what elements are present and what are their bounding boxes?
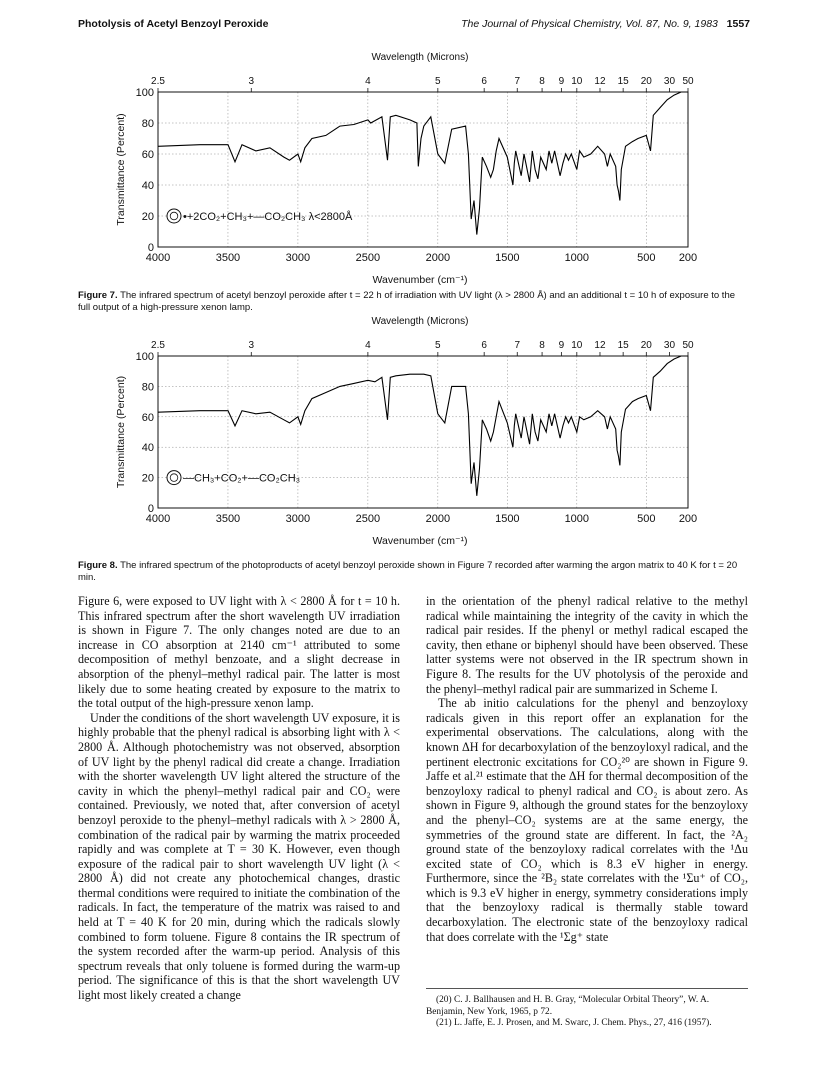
micron-tick-label: 4 <box>365 76 371 87</box>
x-tick-label: 1500 <box>495 252 520 264</box>
micron-tick-label: 20 <box>640 76 652 87</box>
caption-text: The infrared spectrum of acetyl benzoyl peroxide after t = 22 h of irradiation with UV light (λ > 2800 Å) and an additional t = 10 h of exposure to the full output of a high-pressure xenon lamp. <box>78 290 736 313</box>
x-tick-label: 3000 <box>285 252 311 264</box>
figure-8-chart <box>0 316 820 564</box>
reference-21: (21) L. Jaffe, E. J. Prosen, and M. Swarc, J. Chem. Phys., 27, 416 (1957). <box>436 1018 712 1028</box>
paragraph: in the orientation of the phenyl radical relative to the methyl radical while maintaining the integrity of the cavity in which the radical pair resides. If the phenyl or methyl radical escaped the cavity, then ethane or biphenyl should have been observed. These latter systems were not observed in the IR spectrum shown in Figure 8. The results for the UV photolysis of the peroxide and the phenyl–methyl radical pair are summarized in Scheme I. <box>426 594 748 696</box>
micron-tick-label: 4 <box>365 340 371 351</box>
y-tick-label: 100 <box>135 87 154 99</box>
micron-tick-label: 9 <box>558 76 565 87</box>
micron-tick-label: 15 <box>617 76 629 87</box>
micron-tick-label: 30 <box>663 76 676 87</box>
caption-label: Figure 7. <box>78 290 118 301</box>
x-tick-label: 1000 <box>564 513 590 525</box>
y-tick-label: 20 <box>141 211 154 223</box>
x-tick-label: 2000 <box>425 252 451 264</box>
micron-tick-label: 50 <box>682 340 694 351</box>
x-tick-label: 2000 <box>425 513 451 525</box>
micron-tick-label: 10 <box>571 76 583 87</box>
micron-tick-label: 50 <box>682 76 694 87</box>
micron-tick-label: 3 <box>248 340 255 351</box>
y-tick-label: 20 <box>141 472 154 485</box>
x-tick-label: 3000 <box>285 513 311 525</box>
micron-tick-label: 2.5 <box>151 340 165 351</box>
y-tick-label: 40 <box>141 180 154 192</box>
running-head-journal <box>461 18 750 30</box>
paragraph: The ab initio calculations for the phenyl and benzoyloxy radicals given in this report offer an explanation for the experimental observations. The calculations, along with the known ΔH for decarboxylation of the benzoyloxyl radical, and the pertinent electronic excitations for CO₂²⁰ are shown in Figure 9. Jaffe et al.²¹ estimate that the ΔH for thermal decomposition of the benzoyloxy radical to phenyl radical and CO₂ is about zero. As shown in Figure 9, although the ground states for the benzoyloxy and the phenyl–CO₂ systems are at the same energy, the symmetries of the ground state are different. In fact, the ²A₂ ground state of the benzoyloxy radical correlates with the ¹Δu excited state of CO₂ which is 8.3 eV higher in energy. Furthermore, since the ²B₂ state correlates with the ¹Σu⁺ of CO₂, which is 9.3 eV higher in energy, symmetry considerations imply that the benzoyloxy radical is thermally stable toward decarboxylation. The electronic state of the benzoyloxy radical that does correlate with the ¹Σg⁺ state <box>426 696 748 944</box>
figure-7-chart <box>0 40 820 290</box>
micron-tick-label: 12 <box>594 340 606 351</box>
x-axis-label: Wavenumber (cm⁻¹) <box>372 274 468 286</box>
micron-tick-label: 2.5 <box>151 76 165 87</box>
micron-tick-label: 15 <box>617 340 629 351</box>
paragraph: Figure 6, were exposed to UV light with λ < 2800 Å for t = 10 h. This infrared spectrum after the short wavelength UV irradiation is shown in Figure 7. The only changes noted are due to an increase in CO absorption at 2140 cm⁻¹ attributed to some decomposition of methyl benzoate, and a slight decrease in absorption of the phenyl–methyl radical pair. The latter is most likely due to some heating created by exposure to the matrix to the total output of the high-pressure xenon lamp. <box>78 594 400 711</box>
y-axis-label: Transmittance (Percent) <box>115 113 127 226</box>
micron-tick-label: 8 <box>539 340 545 351</box>
x-tick-label: 4000 <box>145 252 171 264</box>
y-tick-label: 80 <box>141 118 154 130</box>
micron-tick-label: 30 <box>663 340 676 351</box>
footnote-references <box>426 988 748 1030</box>
micron-tick-label: 5 <box>435 340 441 351</box>
x-tick-label: 500 <box>637 513 656 525</box>
micron-tick-label: 8 <box>539 76 545 87</box>
x-axis-label: Wavenumber (cm⁻¹) <box>372 535 468 547</box>
benzene-ring-icon <box>167 471 181 485</box>
micron-tick-label: 6 <box>481 340 487 351</box>
caption-text: The infrared spectrum of the photoproducts of acetyl benzoyl peroxide shown in Figure 7 recorded after warming the argon matrix to 40 K for t = 20 min. <box>78 560 738 583</box>
x-tick-label: 3500 <box>215 513 241 525</box>
wavelength-axis-title: Wavelength (Microns) <box>371 52 469 63</box>
wavelength-axis-title: Wavelength (Microns) <box>371 316 469 327</box>
y-tick-label: 40 <box>141 442 154 455</box>
micron-tick-label: 5 <box>435 76 441 87</box>
y-tick-label: 100 <box>135 351 154 363</box>
running-head-title: Photolysis of Acetyl Benzoyl Peroxide <box>78 18 269 30</box>
x-tick-label: 200 <box>678 513 698 525</box>
page-number: 1557 <box>726 18 750 30</box>
body-right-column <box>426 594 748 944</box>
micron-tick-label: 20 <box>640 340 652 351</box>
x-tick-label: 1500 <box>495 513 520 525</box>
plot-frame <box>158 356 688 508</box>
reaction-annotation: —CH₃+CO₂+—CO₂CH₃ <box>183 472 301 485</box>
journal-citation: The Journal of Physical Chemistry, Vol. 87, No. 9, 1983 <box>461 18 718 30</box>
micron-tick-label: 9 <box>558 340 565 351</box>
figure-7-caption <box>78 290 746 314</box>
reaction-annotation: •+2CO₂+CH₃+—CO₂CH₃ λ<2800Å <box>183 211 353 223</box>
body-left-column <box>78 594 400 1003</box>
figure-7 <box>0 40 820 290</box>
micron-tick-label: 6 <box>481 76 487 87</box>
caption-label: Figure 8. <box>78 560 118 571</box>
figure-8-caption <box>78 560 746 584</box>
x-tick-label: 2500 <box>355 252 381 264</box>
micron-tick-label: 3 <box>248 76 255 87</box>
plot-frame <box>158 92 688 247</box>
micron-tick-label: 10 <box>571 340 583 351</box>
x-tick-label: 1000 <box>564 252 590 264</box>
micron-tick-label: 7 <box>514 76 521 87</box>
paragraph: Under the conditions of the short wavelength UV exposure, it is highly probable that the phenyl radical is absorbing light with λ < 2800 Å. Although photochemistry was not observed, absorption of UV light by the phenyl radical did create a change. Irradiation with the shorter wavelength UV light altered the structure of the cavity in which the phenyl–methyl radical pair and CO₂ were contained. Previously, we noted that, after conversion of acetyl benzoyl peroxide to the phenyl–methyl radicals with λ > 2800 Å, combination of the radical pair by warming the matrix proceeded rapidly and was complete at T = 30 K. However, even though exposure of the radical pair to short wavelength UV light (λ < 2800 Å) did not create any photochemical changes, drastic thermal conditions were required to initiate the combination of the radicals. In fact, the temperature of the matrix was raised to and held at T = 40 K for 20 min, during which the radicals slowly combined to form toluene. Figure 8 contains the IR spectrum of the system recorded after the warm-up period. Analysis of this spectrum reveals that only toluene is formed during the warm-up period. The significance of this is that the short wavelength UV light most likely created a change <box>78 710 400 1003</box>
x-tick-label: 2500 <box>355 513 381 525</box>
benzene-ring-icon <box>167 209 181 223</box>
micron-tick-label: 12 <box>594 76 606 87</box>
y-tick-label: 60 <box>141 411 154 424</box>
y-axis-label: Transmittance (Percent) <box>115 375 127 489</box>
y-tick-label: 60 <box>141 149 154 161</box>
x-tick-label: 4000 <box>145 513 171 525</box>
micron-tick-label: 7 <box>514 340 521 351</box>
y-tick-label: 0 <box>147 242 154 254</box>
figure-8 <box>0 316 820 564</box>
reference-20: (20) C. J. Ballhausen and H. B. Gray, “Molecular Orbital Theory”, W. A. Benjamin, New York, 1965, p 72. <box>426 995 710 1017</box>
y-tick-label: 0 <box>147 503 154 515</box>
y-tick-label: 80 <box>141 381 154 394</box>
x-tick-label: 500 <box>637 252 656 264</box>
x-tick-label: 3500 <box>215 252 241 264</box>
x-tick-label: 200 <box>678 252 698 264</box>
